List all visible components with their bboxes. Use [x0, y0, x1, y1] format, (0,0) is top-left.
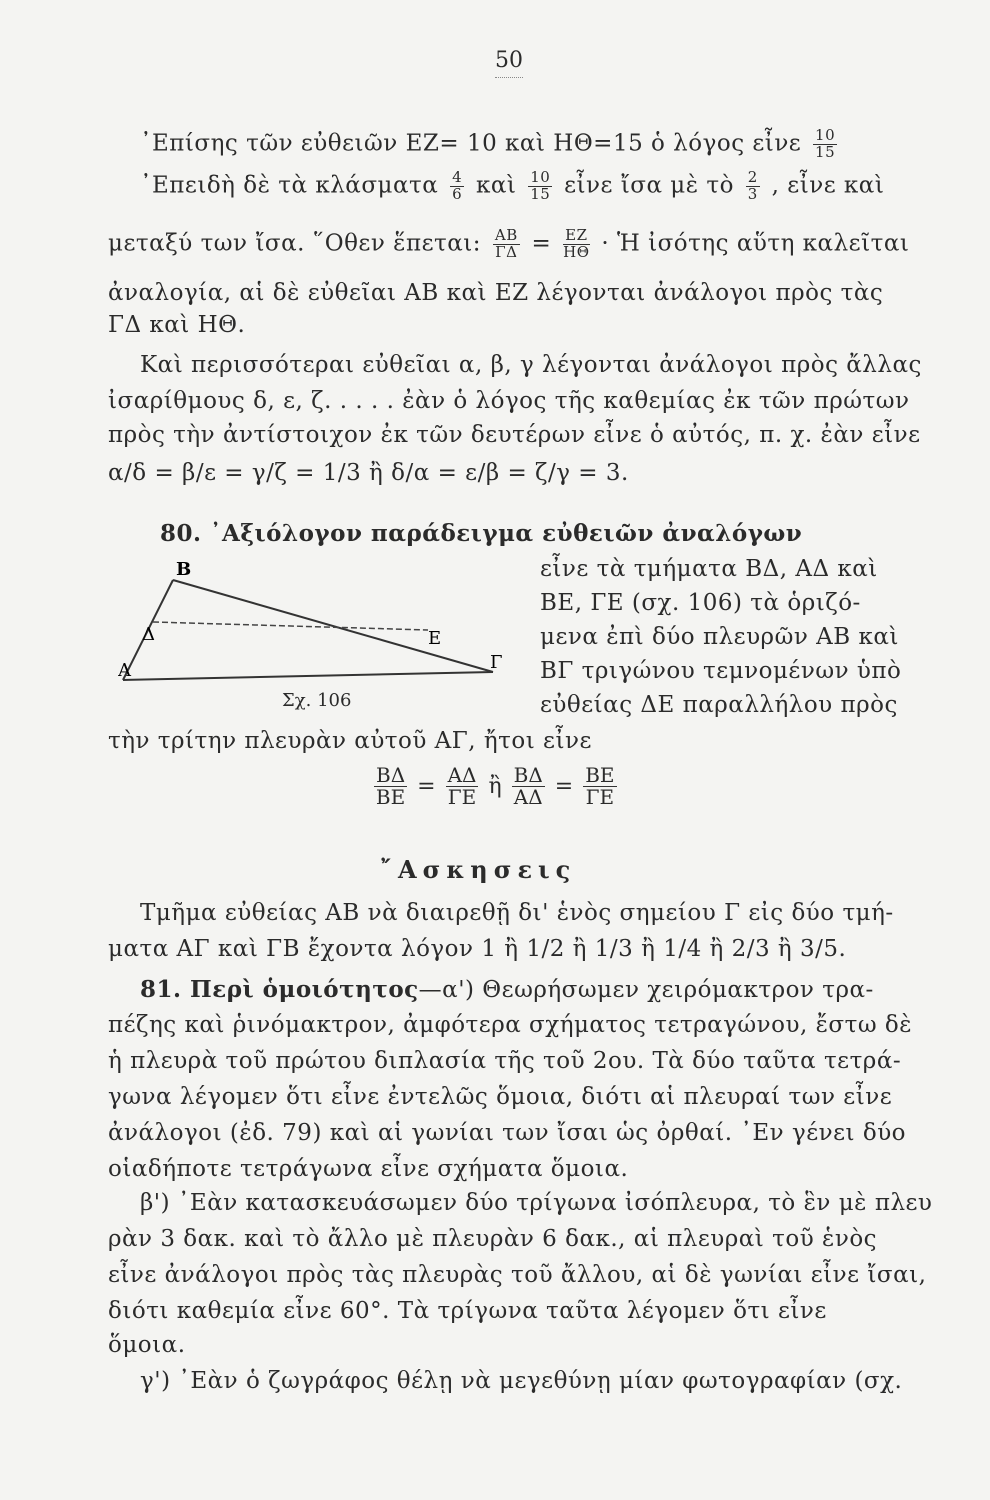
- text-line-5: ΓΔ καὶ ΗΘ.: [108, 312, 246, 338]
- text-line-8: πρὸς τὴν ἀντίστοιχον ἐκ τῶν δευτέρων εἶνε ὁ αὐτός, π. χ. ἐὰν εἶνε: [108, 422, 921, 448]
- text-line-1: [140, 128, 841, 161]
- fraction: $\frac{2}{3}$: [747, 168, 758, 203]
- section-81-heading: 81. Περὶ ὁμοιότητος: [140, 976, 419, 1003]
- segment-DE: [153, 622, 428, 630]
- label-G: Γ: [490, 652, 503, 673]
- fraction: $\frac{B\Delta}{A\Delta}$: [513, 763, 543, 809]
- section-81-line-10: ὅμοια.: [108, 1332, 186, 1358]
- text-line-9: α/δ = β/ε = γ/ζ = 1/3 ἢ δ/α = ε/β = ζ/γ = 3.: [108, 460, 629, 486]
- text-line-7: ἰσαρίθμους δ, ε, ζ. . . . . ἐὰν ὁ λόγος τῆς καθεμίας ἐκ τῶν πρώτων: [108, 388, 910, 414]
- section-81-line-5: οἱαδήποτε τετράγωνα εἶνε σχήματα ὅμοια.: [108, 1156, 629, 1182]
- label-A: Α: [118, 660, 131, 681]
- section-81-heading-line: 81. Περὶ ὁμοιότητος—α') Θεωρήσωμεν χειρόμακτρον τρα-: [140, 976, 874, 1003]
- fraction: $\frac{BE}{\Gamma E}$: [585, 763, 615, 809]
- label-B: Β: [176, 560, 192, 580]
- section-80-right-line-4: ΒΓ τριγώνου τεμνομένων ὑπὸ: [540, 658, 902, 684]
- section-80-after: τὴν τρίτην πλευρὰν αὐτοῦ ΑΓ, ἤτοι εἶνε: [108, 728, 592, 754]
- text-line-4: ἀναλογία, αἱ δὲ εὐθεῖαι ΑΒ καὶ ΕΖ λέγονται ἀνάλογοι πρὸς τὰς: [108, 280, 884, 306]
- section-81-line-9: διότι καθεμία εἶνε 60°. Τὰ τρίγωνα ταῦτα λέγομεν ὅτι εἶνε: [108, 1298, 827, 1324]
- section-80-heading: 80. ᾿Αξιόλογον παράδειγμα εὐθειῶν ἀναλόγων: [160, 520, 803, 547]
- text-line-6: Καὶ περισσότεραι εὐθεῖαι α, β, γ λέγονται ἀνάλογοι πρὸς ἄλλας: [140, 352, 922, 378]
- exercise-line-1: Τμῆμα εὐθείας ΑΒ νὰ διαιρεθῇ δι' ἑνὸς σημείου Γ εἰς δύο τμή-: [140, 900, 894, 926]
- section-81-line-3: γωνα λέγομεν ὅτι εἶνε ἐντελῶς ὅμοια, διότι αἱ πλευραί των εἶνε: [108, 1084, 893, 1110]
- section-81-line-7: ρὰν 3 δακ. καὶ τὸ ἄλλο μὲ πλευρὰν 6 δακ., αἱ πλευραὶ τοῦ ἑνὸς: [108, 1226, 878, 1252]
- exercise-line-2: ματα ΑΓ καὶ ΓΒ ἔχοντα λόγον 1 ἢ 1/2 ἢ 1/3 ἢ 1/4 ἢ 2/3 ἢ 3/5.: [108, 936, 847, 962]
- section-80-right-line-3: μενα ἐπὶ δύο πλευρῶν ΑΒ καὶ: [540, 624, 899, 650]
- side-AC: [123, 672, 493, 680]
- fraction: $\frac{AB}{\Gamma\Delta}$: [494, 226, 518, 261]
- text-line-2: ᾿Επειδὴ δὲ τὰ κλάσματα $\frac{4}{6}$ καὶ $\frac{10}{15}$ εἶνε ἴσα μὲ τὸ $\frac{2}{3}$ , εἶνε καὶ: [140, 168, 885, 203]
- section-81-line-8: εἶνε ἀνάλογοι πρὸς τὰς πλευρὰς τοῦ ἄλλου, αἱ δὲ γωνίαι εἶνε ἴσαι,: [108, 1262, 927, 1288]
- section-80-right-line-5: εὐθείας ΔΕ παραλλήλου πρὸς: [540, 692, 898, 718]
- fraction: $\frac{A\Delta}{\Gamma E}$: [447, 763, 477, 809]
- section-81-line-1: πέζης καὶ ῥινόμακτρον, ἀμφότερα σχήματος τετραγώνου, ἔστω δὲ: [108, 1012, 913, 1038]
- section-81-line-11: γ') ᾿Εὰν ὁ ζωγράφος θέλῃ νὰ μεγεθύνῃ μίαν φωτογραφίαν (σχ.: [140, 1368, 903, 1394]
- text-line-3: μεταξύ των ἴσα. ῞Οθεν ἕπεται: $\frac{AB}{\Gamma\Delta}$ = $\frac{EZ}{H\Theta}$ · Ἡ ἰσότης αὕτη καλεῖται: [108, 226, 910, 261]
- fraction: $\frac{EZ}{H\Theta}$: [563, 226, 590, 261]
- fraction: $\frac{10}{15}$: [815, 126, 836, 161]
- fraction: $\frac{B\Delta}{BE}$: [375, 763, 406, 809]
- section-80-right-line-1: εἶνε τὰ τμήματα ΒΔ, ΑΔ καὶ: [540, 556, 878, 582]
- fraction: $\frac{4}{6}$: [452, 168, 463, 203]
- label-E: Ε: [428, 628, 442, 649]
- section-81-line-4: ἀνάλογοι (ἐδ. 79) καὶ αἱ γωνίαι των ἴσαι ὡς ὀρθαί. ᾿Εν γένει δύο: [108, 1120, 907, 1146]
- ratio-equations: $\frac{B\Delta}{BE}$ = $\frac{A\Delta}{\Gamma E}$ ἢ $\frac{B\Delta}{A\Delta}$ = $\frac{BE}{\Gamma E}$: [375, 763, 615, 809]
- figure-caption: Σχ. 106: [282, 690, 352, 711]
- section-81-line-2: ἡ πλευρὰ τοῦ πρώτου διπλασία τῆς τοῦ 2ου. Τὰ δύο ταῦτα τετρά-: [108, 1048, 902, 1074]
- side-BC: [173, 580, 493, 672]
- section-80-right-line-2: ΒΕ, ΓΕ (σχ. 106) τὰ ὁριζό-: [540, 590, 861, 616]
- page-number: 50: [495, 48, 523, 78]
- label-D: Δ: [142, 624, 155, 645]
- text: ᾿Επίσης τῶν εὐθειῶν ΕΖ= 10 καὶ ΗΘ=15 ὁ λόγος εἶνε: [140, 130, 802, 157]
- fraction: $\frac{10}{15}$: [530, 168, 551, 203]
- section-81-line-6: β') ᾿Εὰν κατασκευάσωμεν δύο τρίγωνα ἰσόπλευρα, τὸ ἓν μὲ πλευ: [140, 1190, 933, 1216]
- exercises-title: ῎Ασκησεις: [380, 855, 577, 884]
